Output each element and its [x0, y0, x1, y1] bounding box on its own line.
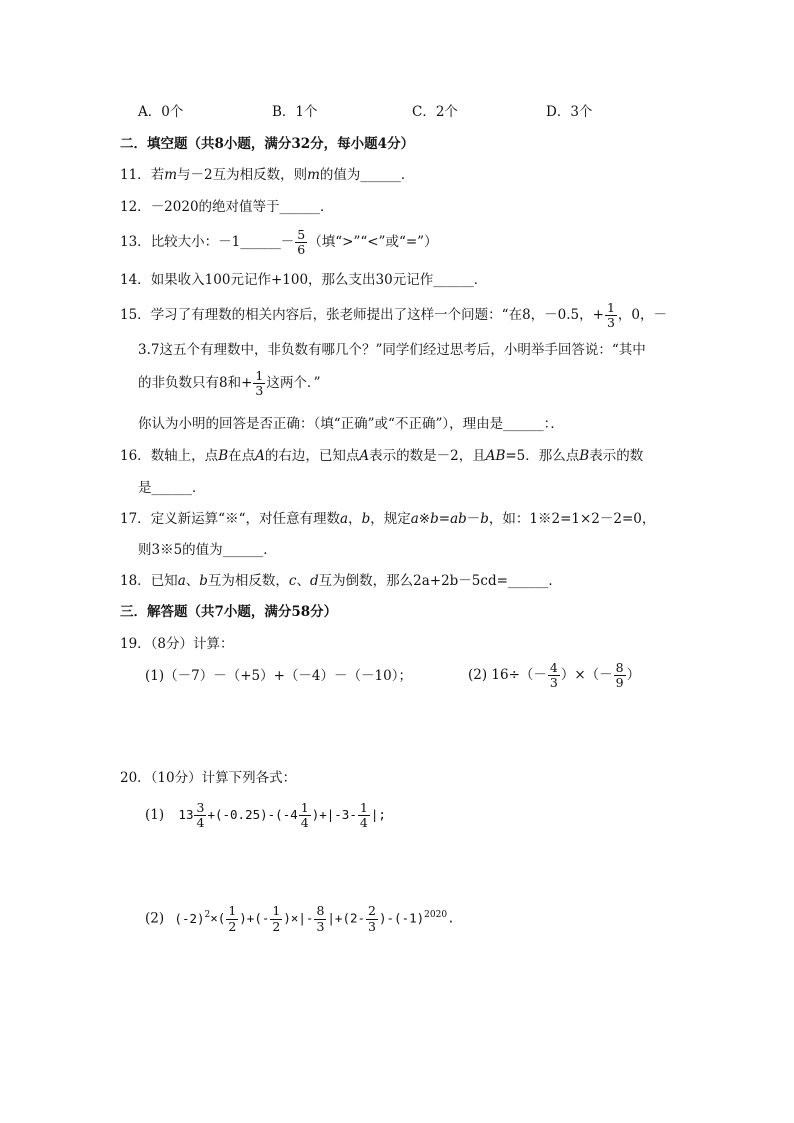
question-15-line-3: 的非负数只有8和+ $\frac{1}{3}$ 这两个．”	[138, 367, 321, 398]
fraction-2-3: $\frac{2}{3}$	[368, 903, 376, 934]
question-11: 11．若m与－2互为相反数，则m的值为______．	[120, 167, 415, 183]
option-b: B．1个	[272, 104, 318, 120]
answer-blank[interactable]: ______	[360, 167, 401, 183]
question-19-title: 19．（8分）计算：	[120, 636, 234, 652]
question-18: 18．已知a、b互为相反数，c、d互为倒数，那么2a+2b－5cd=______．	[120, 573, 562, 589]
question-16-line-2: 是______．	[138, 480, 206, 496]
fraction-1-3: $\frac{1}{3}$	[606, 299, 615, 330]
question-15-line-4: 你认为小明的回答是否正确：（填“正确”或“不正确”），理由是______：．	[138, 416, 564, 432]
fraction-1-2: $\frac{1}{2}$	[272, 903, 281, 934]
fraction-3-4: $\frac{3}{4}$	[196, 799, 205, 830]
q11-number: 11．	[120, 167, 151, 183]
q15-number: 15．	[120, 307, 151, 323]
fraction-8-9: $\frac{8}{9}$	[615, 659, 624, 690]
fraction-1-4: $\frac{1}{4}$	[300, 799, 309, 830]
fraction-1-4: $\frac{1}{4}$	[359, 799, 368, 830]
option-d: D．3个	[546, 104, 593, 120]
question-17-line-2: 则3※5的值为______．	[138, 542, 277, 558]
question-14: 14．如果收入100元记作+100，那么支出30元记作______．	[120, 272, 488, 288]
option-a: A．0个	[138, 104, 184, 120]
q18-number: 18．	[120, 573, 151, 589]
q16-number: 16．	[120, 448, 151, 464]
q18-expression: 2a+2b－5cd=	[413, 573, 508, 589]
option-c: C．2个	[412, 104, 458, 120]
question-19-part-2: (2) 16÷（－ $\frac{4}{3}$ ）×（－ $\frac{8}{9}$ ）	[468, 659, 641, 690]
answer-blank[interactable]: ______	[507, 573, 549, 589]
answer-blank[interactable]: ______	[503, 416, 544, 432]
question-16-line-1: 16．数轴上，点B在点A的右边，已知点A表示的数是－2，且AB=5．那么点B表示的数	[120, 448, 644, 464]
section-heading-fill-in: 二．填空题（共8小题，满分32分，每小题4分）	[120, 136, 415, 152]
question-17-line-1: 17．定义新运算“※“，对任意有理数a，b，规定a※b=ab－b，如：1※2=1×2－2=0，	[120, 511, 656, 527]
answer-blank[interactable]: ______	[222, 542, 264, 558]
section-heading-solve: 三．解答题（共7小题，满分58分）	[120, 604, 338, 620]
fraction-5-6: $\frac{5}{6}$	[297, 226, 306, 257]
q13-number: 13．	[120, 234, 151, 250]
question-12: 12．－2020的绝对值等于______．	[120, 199, 334, 215]
question-20-part-1: (1) 13 $\frac{3}{4}$ +(-0.25)-(-4 $\frac{1}{4}$ )+|-3- $\frac{1}{4}$ |;	[145, 799, 386, 830]
fraction-1-2: $\frac{1}{2}$	[228, 903, 237, 934]
question-13: 13．比较大小：－1______－ $\frac{5}{6}$ （填“>”“<”或“=”）	[120, 226, 438, 257]
question-15-line-2: 3.7这五个有理数中，非负数有哪几个？”同学们经过思考后，小明举手回答说：“其中	[138, 342, 646, 358]
question-20-title: 20．（10分）计算下列各式：	[120, 770, 297, 786]
fraction-1-3: $\frac{1}{3}$	[255, 367, 264, 398]
q12-number: 12．	[120, 199, 151, 215]
question-15-line-1: 15．学习了有理数的相关内容后，张老师提出了这样一个问题：“在8，－0.5，+ $\frac{1}{3}$ ，0，－	[120, 299, 668, 330]
question-20-part-2: (2) $(-2)^2\times$( $\frac{1}{2}$ )+(- $\frac{1}{2}$ )×|- $\frac{8}{3}$ |+(2- $\frac{2}{3}$ )$-(-1)^{2020}$.	[145, 903, 455, 934]
answer-blank[interactable]: ______	[433, 272, 474, 288]
answer-blank[interactable]: ______	[151, 480, 192, 496]
answer-blank[interactable]: ______	[240, 234, 281, 250]
fraction-4-3: $\frac{4}{3}$	[549, 659, 558, 690]
q17-number: 17．	[120, 511, 151, 527]
question-19-part-1: (1)（－7）－（+5）+（－4）－（－10）；	[145, 668, 412, 684]
answer-blank[interactable]: ______	[279, 199, 321, 215]
q14-number: 14．	[120, 272, 151, 288]
fraction-8-3: $\frac{8}{3}$	[316, 903, 325, 934]
